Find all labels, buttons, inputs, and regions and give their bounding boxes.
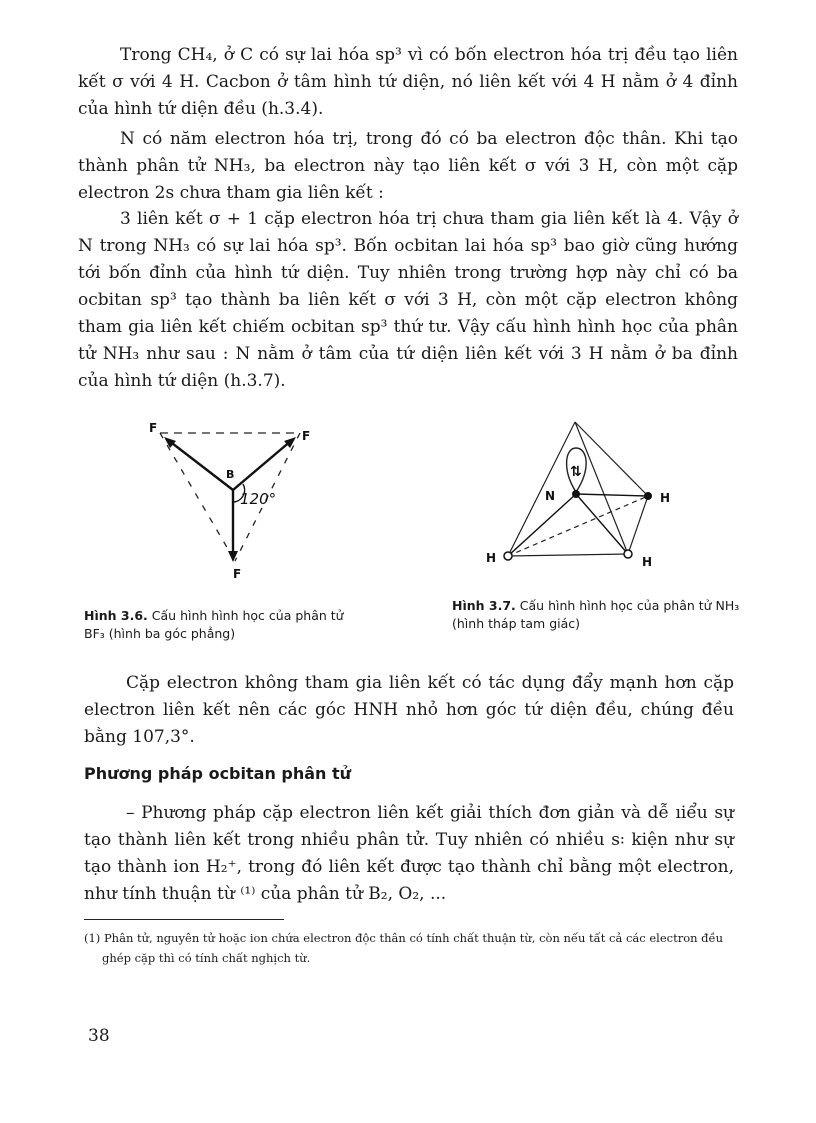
nh3-atom-h2-label: H (642, 555, 653, 569)
bf3-bond-left (168, 440, 233, 490)
bf3-bond-right (233, 440, 292, 490)
bf3-arrowhead-left (164, 437, 176, 448)
paragraph-mo-method: – Phương pháp cặp electron liên kết giải thích đơn giản và dễ ıiểu sự tạo thành liên kết trong nhiều phân tử. Tuy nhiên có nhiều s꞉ kiện như sự tạo thành ion H₂⁺, trong đó liên kết được tạo thành chỉ bằng một electron, như tính thuận từ ⁽¹⁾ của phân tử B₂, O₂, ... (84, 803, 734, 904)
paragraph-hnh-angle: Cặp electron không tham gia liên kết có tác dụng đẩy mạnh hơn cặp electron liên kết nên các góc HNH nhỏ hơn góc tứ diện đều, chúng đều bằng 107,3°. (84, 673, 734, 747)
nh3-edge-apex-h1 (508, 422, 575, 556)
bf3-atom-b: B (226, 468, 235, 481)
nh3-bond-h3 (576, 494, 648, 496)
paragraph-nh3-geometry: 3 liên kết σ + 1 cặp electron hóa trị chưa tham gia liên kết là 4. Vậy ở N trong NH₃ có sự lai hóa sp³. Bốn ocbitan lai hóa sp³ bao giờ cũng hướng tới bốn đỉnh của hình tứ diện. Tuy nhiên trong trường hợp này chỉ có ba ocbitan sp³ tạo thành ba liên kết σ với 3 H, còn một cặp electron không tham gia liên kết chiếm ocbitan sp³ thứ tư. Vậy cấu hình hình học của phân tử NH₃ như sau : N nằm ở tâm của tứ diện liên kết với 3 H nằm ở ba đỉnh của hình tứ diện (h.3.7). (78, 209, 738, 391)
bf3-arrowhead-bottom (228, 551, 238, 562)
bf3-caption-number: Hình 3.6. (84, 608, 148, 623)
nh3-atom-h1-dot (504, 552, 512, 560)
nh3-lone-pair-electrons: ⇅ (570, 464, 582, 480)
nh3-atom-h3-dot (644, 492, 652, 500)
paragraph-n-valence: N có năm electron hóa trị, trong đó có ba electron độc thân. Khi tạo thành phân tử NH₃, ba electron này tạo liên kết σ với 3 H, còn một cặp electron 2s chưa tham gia liên kết : (78, 129, 738, 203)
bf3-atom-f-bottom: F (233, 567, 242, 581)
nh3-edge-h2-h3 (628, 496, 648, 554)
bf3-angle-label: 120° (240, 490, 277, 508)
nh3-edge-h1-h2 (508, 554, 628, 556)
nh3-atom-n-label: N (545, 489, 556, 503)
bf3-dashed-edge-left (160, 433, 235, 561)
nh3-atom-h3-label: H (660, 491, 671, 505)
bf3-figure (130, 418, 330, 583)
footnote-divider (84, 919, 284, 920)
nh3-edge-apex-h2 (575, 422, 628, 554)
bf3-caption (84, 607, 364, 643)
footnote: (1) Phân tử, nguyên tử hoặc ion chứa electron độc thân có tính chất thuận từ, còn nếu tất cả các electron đều ghép cặp thì có tính chất nghịch từ. (84, 931, 724, 965)
paragraph-ch4-hybridization: Trong CH₄, ở C có sự lai hóa sp³ vì có bốn electron hóa trị đều tạo liên kết σ với 4 H. Cacbon ở tâm hình tứ diện, nó liên kết với 4 H nằm ở 4 đỉnh của hình tứ diện đều (h.3.4). (78, 45, 738, 119)
bf3-atom-f-left: F (149, 421, 158, 435)
nh3-atom-h2-dot (624, 550, 632, 558)
nh3-caption (452, 597, 742, 633)
nh3-bond-h1 (508, 494, 576, 556)
nh3-figure (470, 410, 700, 585)
nh3-atom-n-dot (572, 490, 580, 498)
bf3-atom-f-right: F (302, 429, 311, 443)
nh3-caption-text: Cấu hình hình học của phân tử NH₃ (hình tháp tam giác) (452, 598, 740, 631)
section-heading: Phương pháp ocbitan phân tử (84, 764, 352, 783)
nh3-caption-number: Hình 3.7. (452, 598, 516, 613)
page-number: 38 (88, 1026, 110, 1046)
nh3-hidden-edge (508, 496, 648, 556)
nh3-atom-h1-label: H (486, 551, 497, 565)
bf3-caption-text: Cấu hình hình học của phân tử BF₃ (hình ba góc phẳng) (84, 608, 344, 641)
